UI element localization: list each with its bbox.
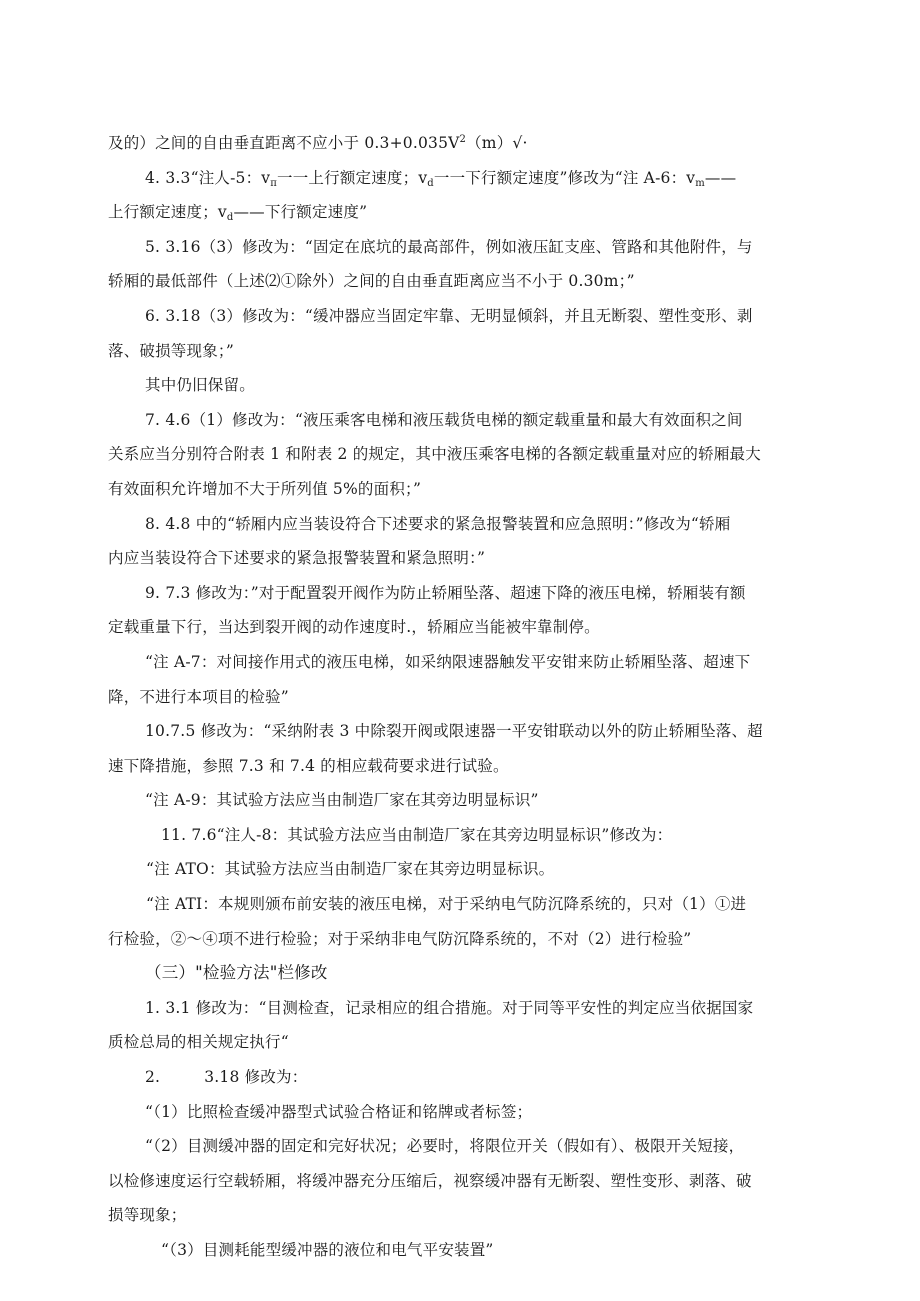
text-line (108, 1060, 820, 1095)
text-line: 质检总局的相关规定执行“ (108, 1033, 289, 1052)
text-run: —— (704, 168, 737, 187)
text-line: “（3）目测耗能型缓冲器的液位和电气平安装置” (161, 1241, 494, 1259)
superscript: 2 (459, 134, 467, 145)
text-line: 9. 7.3 修改为：”对于配置裂开阀作为防止轿厢坠落、超速下降的液压电梯，轿厢装有额 (145, 583, 746, 602)
text-run: 3.18 修改为： (204, 1068, 308, 1087)
text-run: （m）√· (466, 134, 528, 152)
text-line: 降，不进行本项目的检验” (108, 687, 289, 706)
text-line: 11. 7.6“注人-8：其试验方法应当由制造厂家在其旁边明显标识”修改为： (161, 825, 673, 844)
text-run: 一一下行额定速度”修改为“注 A-6：v (433, 168, 696, 187)
text-line: 1. 3.1 修改为：“目测检查，记录相应的组合措施。对于同等平安性的判定应当依据国家 (145, 998, 754, 1017)
text-line: 其中仍旧保留。 (145, 376, 255, 395)
subscript: π (270, 177, 278, 189)
text-line: 10.7.5 修改为：“采纳附表 3 中除裂开阀或限速器一平安钳联动以外的防止轿厢坠落、超 (145, 722, 763, 741)
text-line: “注 ATI：本规则颁布前安装的液压电梯，对于采纳电气防沉降系统的，只对（1）①进 (146, 895, 747, 914)
subscript: d (226, 212, 234, 224)
subscript: d (427, 177, 434, 189)
text-line: “注 A-7：对间接作用式的液压电梯，如采纳限速器触发平安钳来防止轿厢坠落、超速下 (145, 652, 751, 671)
text-run: 上行额定速度；v (108, 203, 227, 222)
text-line: “注 A-9：其试验方法应当由制造厂家在其旁边明显标识” (145, 791, 539, 810)
text-line: 8. 4.8 中的“轿厢内应当装设符合下述要求的紧急报警装置和应急照明：”修改为“轿厢 (145, 514, 731, 533)
text-run: ——下行额定速度” (233, 203, 368, 222)
text-line: 定载重量下行，当达到裂开阀的动作速度时.，轿厢应当能被牢靠制停。 (108, 618, 600, 637)
text-line (108, 195, 820, 230)
text-run: 一一上行额定速度；v (277, 168, 428, 187)
text-line: 内应当装设符合下述要求的紧急报警装置和紧急照明：” (108, 549, 486, 568)
text-line: 关系应当分别符合附表 1 和附表 2 的规定，其中液压乘客电梯的各额定载重量对应的轿厢最大 (108, 445, 761, 464)
subscript: m (695, 177, 705, 189)
list-number: 2. (145, 1068, 161, 1087)
text-line: 以检修速度运行空载轿厢，将缓冲器充分压缩后，视察缓冲器有无断裂、塑性变形、剥落、破 (108, 1171, 752, 1190)
text-line: 落、破损等现象；” (108, 341, 234, 360)
text-line (108, 126, 820, 161)
text-line: 轿厢的最低部件（上述⑵①除外）之间的自由垂直距离应当不小于 0.30m；” (108, 272, 635, 291)
text-run: 4. 3.3“注人-5：v (145, 168, 271, 187)
text-line: “（2）目测缓冲器的固定和完好状况；必要时，将限位开关（假如有）、极限开关短接， (145, 1137, 745, 1156)
text-line: 速下降措施，参照 7.3 和 7.4 的相应载荷要求进行试验。 (108, 756, 509, 775)
section-heading: （三）"检验方法"栏修改 (145, 963, 328, 983)
text-run: 及的）之间的自由垂直距离不应小于 0.3+0.035V (108, 134, 460, 152)
text-line: 6. 3.18（3）修改为：“缓冲器应当固定牢靠、无明显倾斜，并且无断裂、塑性变形、剥 (145, 306, 753, 325)
text-line: “注 ATO：其试验方法应当由制造厂家在其旁边明显标识。 (146, 860, 555, 879)
text-line: 5. 3.16（3）修改为：“固定在底坑的最高部件，例如液压缸支座、管路和其他附件，与 (145, 237, 753, 256)
text-line: 行检验，②～④项不进行检验；对于采纳非电气防沉降系统的，不对（2）进行检验” (108, 929, 692, 948)
text-line (108, 161, 820, 196)
text-line: 有效面积允许增加不大于所列值 5%的面积；” (108, 479, 422, 498)
text-line: “（1）比照检查缓冲器型式试验合格证和铭牌或者标签； (145, 1102, 533, 1121)
document-body (108, 126, 820, 1268)
text-line: 7. 4.6（1）修改为：“液压乘客电梯和液压载货电梯的额定载重量和最大有效面积之间 (145, 410, 743, 429)
text-line: 损等现象； (108, 1206, 187, 1225)
